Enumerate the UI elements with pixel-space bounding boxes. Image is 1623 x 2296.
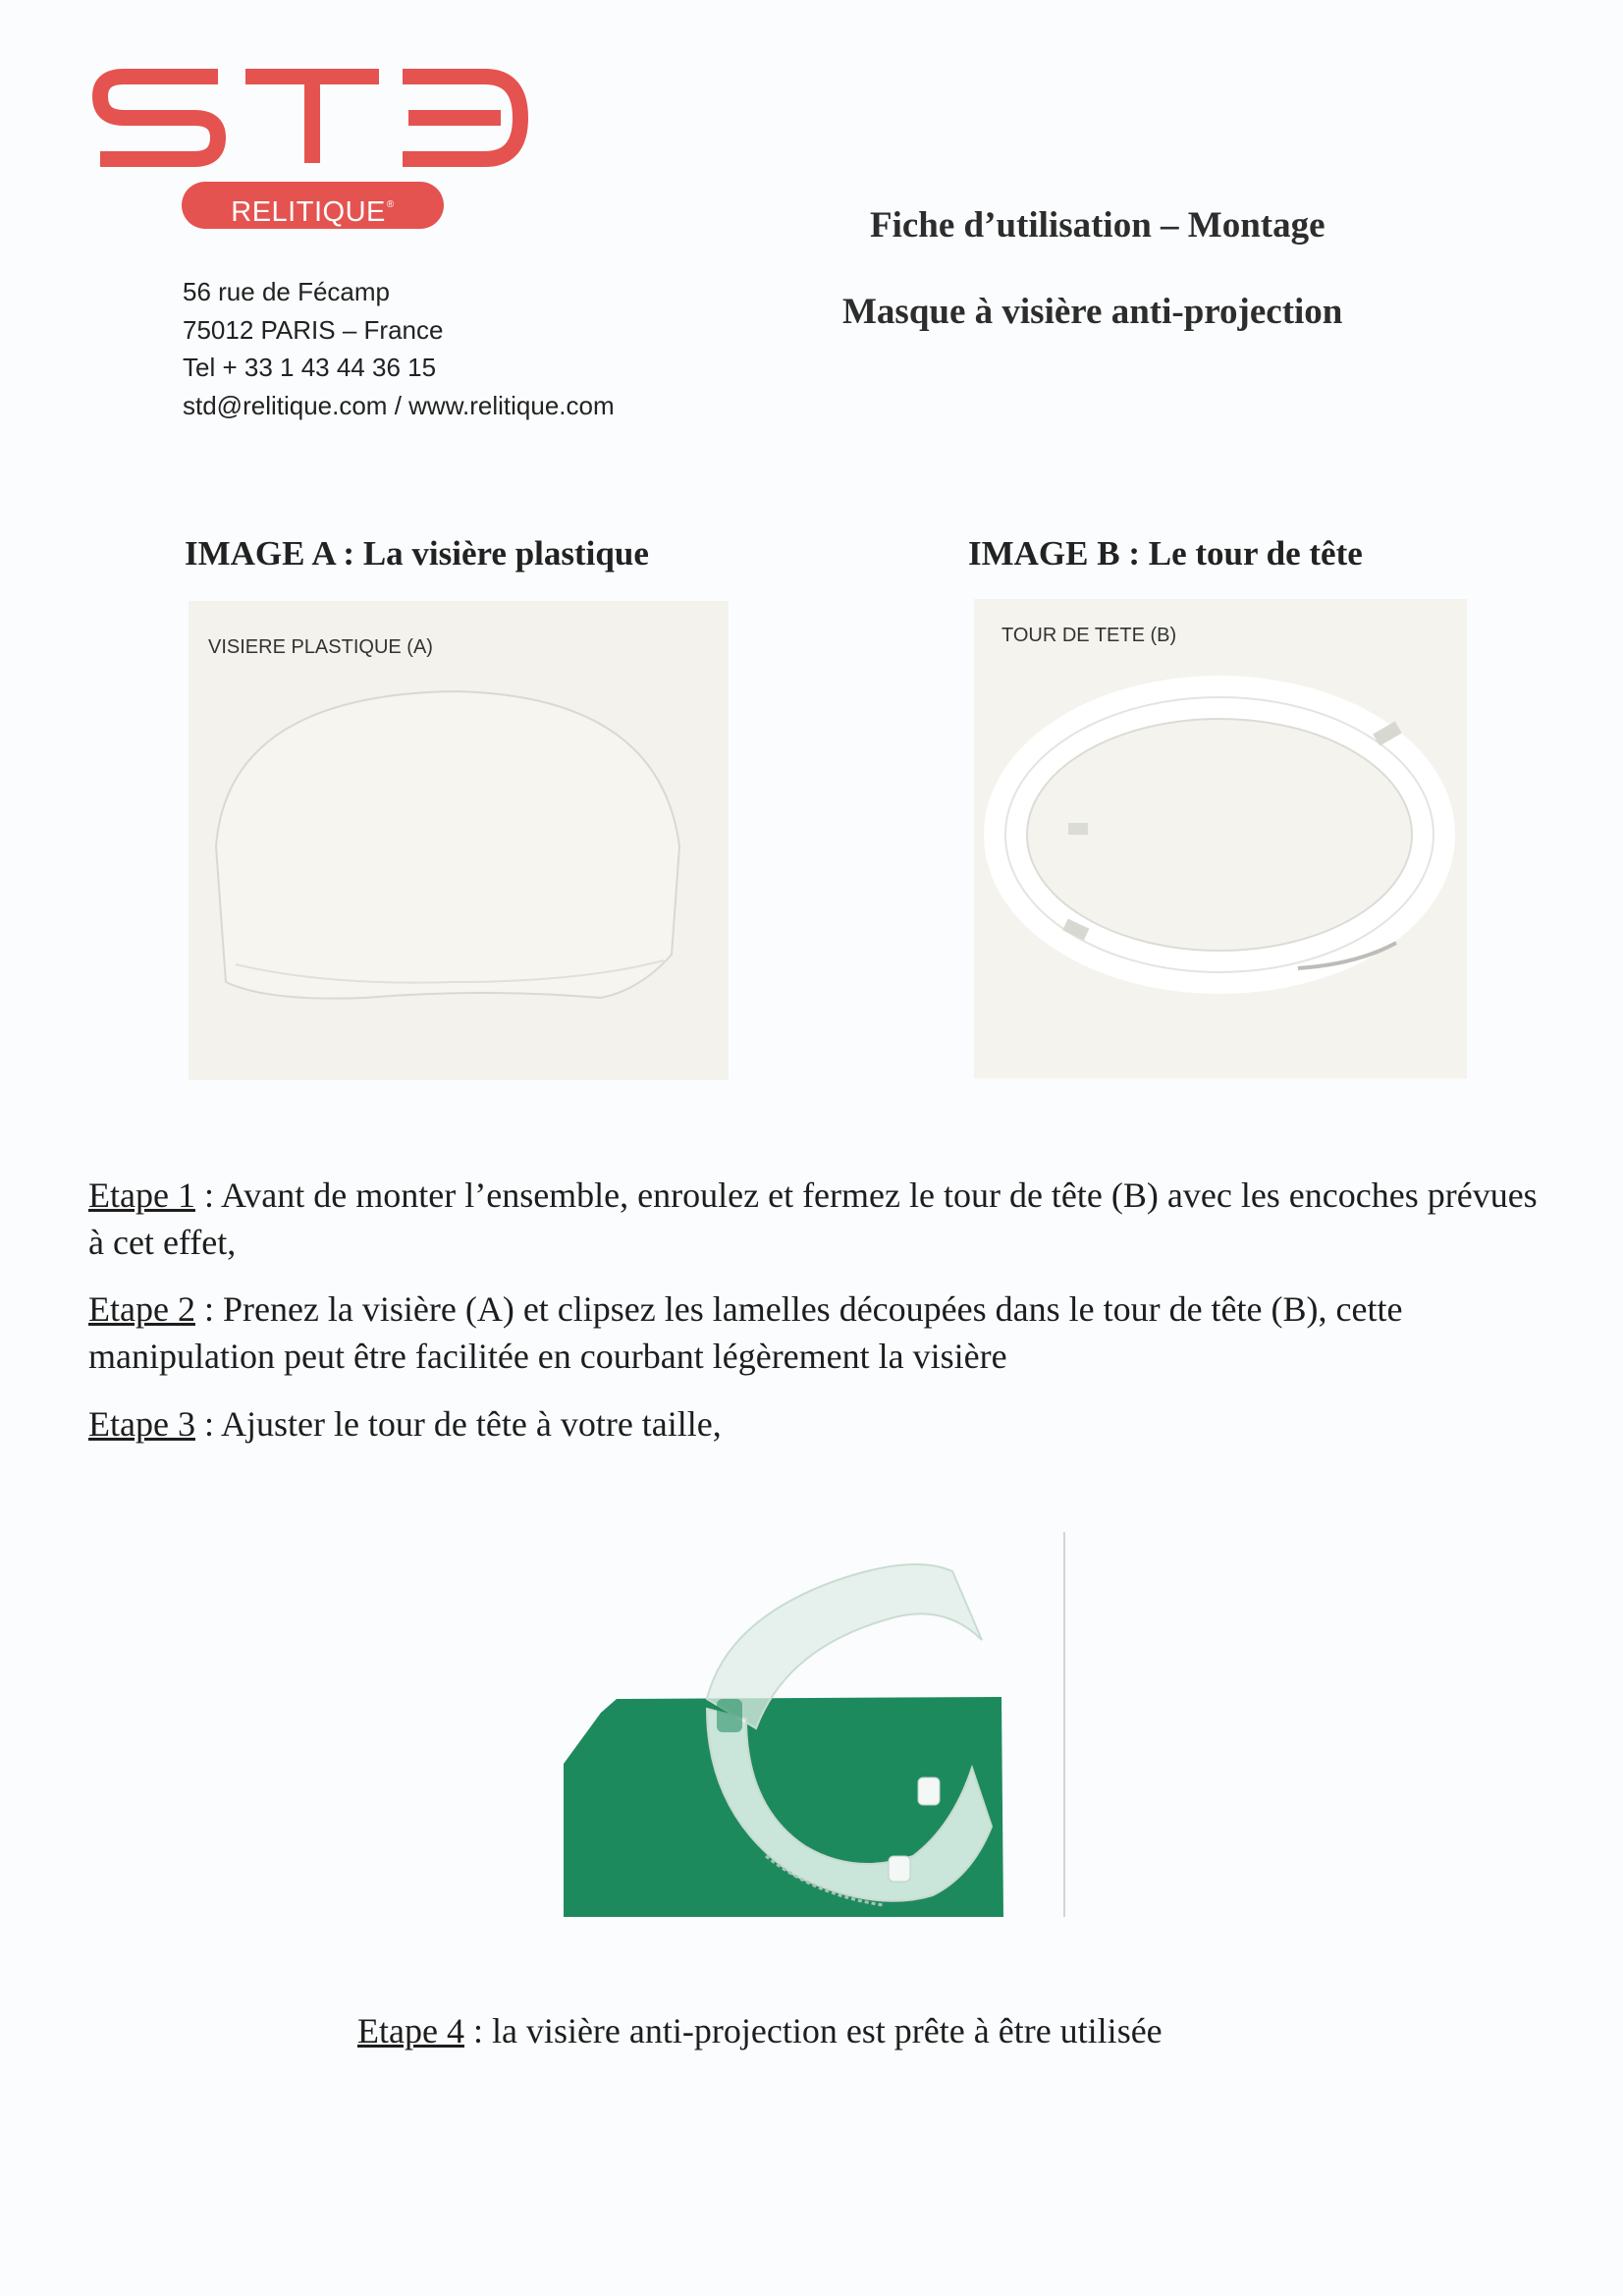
step-4-label: Etape 4 <box>357 2011 464 2050</box>
step-4 <box>357 2007 1437 2054</box>
step-3-text: : Ajuster le tour de tête à votre taille, <box>194 1404 722 1444</box>
image-b-title: IMAGE B : Le tour de tête <box>968 534 1363 573</box>
headband-photo-label: TOUR DE TETE (B) <box>1001 625 1177 646</box>
address-city: 75012 PARIS – France <box>183 314 444 345</box>
relitique-badge <box>182 182 444 229</box>
address-phone: Tel + 33 1 43 44 36 15 <box>183 353 437 382</box>
visor-illustration <box>189 601 729 1080</box>
step-2 <box>88 1285 1542 1380</box>
step-1-text: : Avant de monter l’ensemble, enroulez et fermez le tour de tête (B) avec les encoches prévues à cet effet, <box>88 1175 1538 1262</box>
headband-photo <box>974 599 1467 1078</box>
visor-photo-label: VISIERE PLASTIQUE (A) <box>208 636 433 658</box>
step-3-label: Etape 3 <box>88 1404 195 1444</box>
step-4-text: : la visière anti-projection est prête à être utilisée <box>463 2011 1163 2050</box>
document-subtitle: Masque à visière anti-projection <box>842 292 1343 332</box>
document-title: Fiche d’utilisation – Montage <box>870 205 1325 246</box>
image-a-title: IMAGE A : La visière plastique <box>185 534 649 573</box>
headband-illustration <box>974 599 1467 1078</box>
step-2-label: Etape 2 <box>88 1289 195 1329</box>
address-block <box>183 273 615 424</box>
assembled-mask-photo <box>560 1532 1070 1920</box>
step-3 <box>88 1400 1542 1448</box>
step-1 <box>88 1172 1542 1266</box>
registered-mark: ® <box>386 199 395 210</box>
address-street: 56 rue de Fécamp <box>183 277 391 306</box>
step-2-text: : Prenez la visière (A) et clipsez les lamelles découpées dans le tour de tête (B), cette manipulation peut être facilitée en courbant légèrement la visière <box>88 1289 1403 1376</box>
visor-photo <box>189 601 729 1080</box>
address-web: std@relitique.com / www.relitique.com <box>183 390 615 420</box>
step-1-label: Etape 1 <box>88 1175 195 1215</box>
relitique-text: RELITIQUE <box>231 196 386 228</box>
